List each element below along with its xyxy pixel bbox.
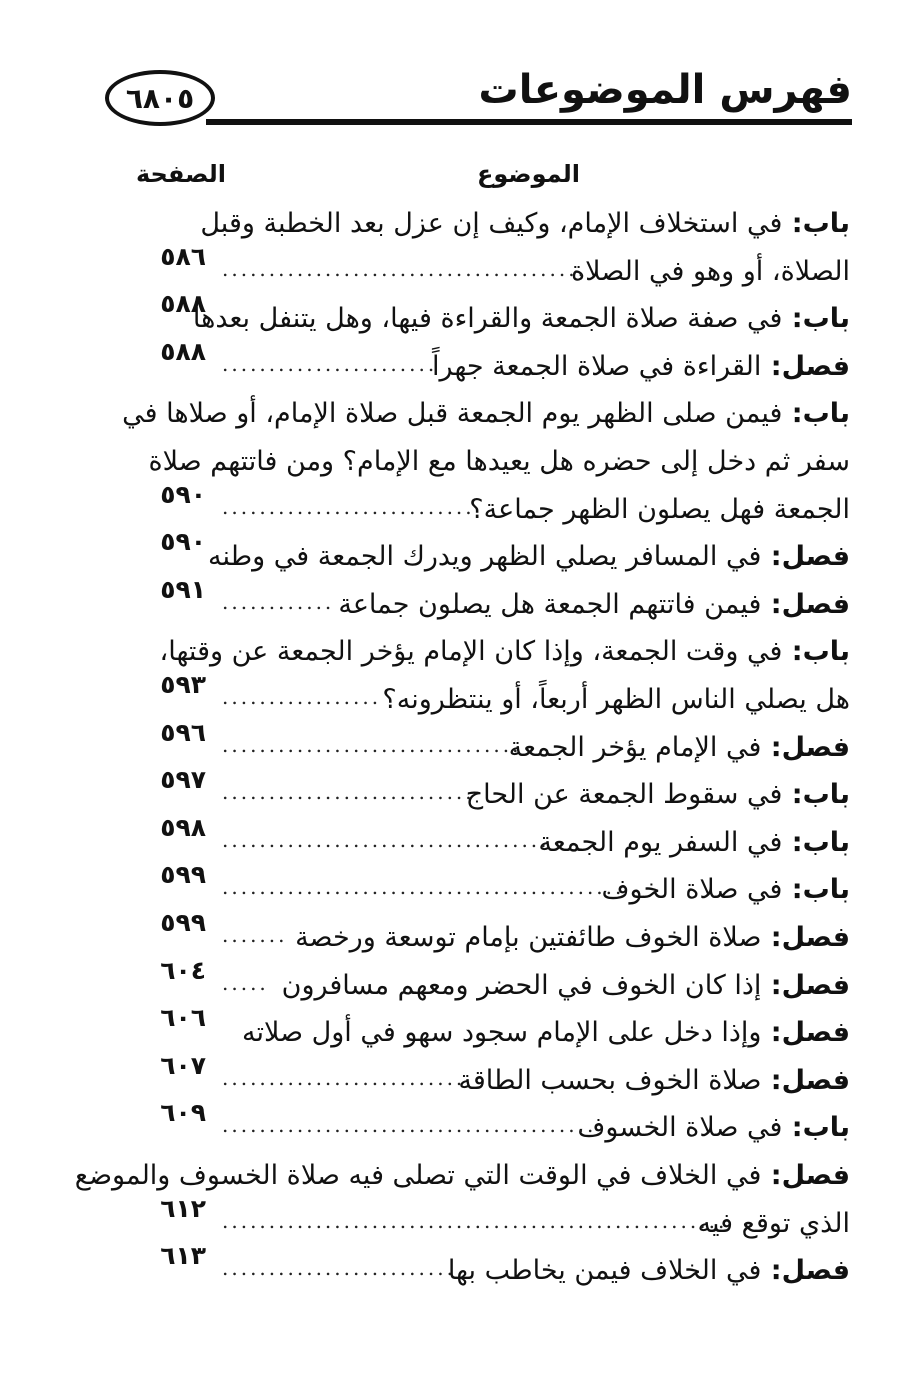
entry-text: وإذا دخل على الإمام سجود سهو في أول صلاته: [242, 1017, 762, 1049]
toc-entry-line: فصل: في الإمام يؤخر الجمعة ................................: [222, 731, 850, 763]
leader-dots: .................: [222, 685, 382, 709]
entry-text: في صلاة الخوف: [601, 874, 783, 906]
toc-entry-line: [222, 493, 850, 525]
entry-page-number: ٦٠٤: [160, 955, 206, 985]
entry-type-label: فصل: [781, 588, 850, 620]
leader-dots: ..........................: [222, 1065, 466, 1090]
entry-text: الذي توقع فيه: [697, 1207, 850, 1239]
entry-text: صلاة الخوف بحسب الطاقة: [458, 1064, 762, 1096]
toc-entry-line: باب: في صفة صلاة الجمعة والقراءة فيها، وهل يتنفل بعدها: [192, 303, 850, 335]
entry-text: الصلاة، أو وهو في الصلاة: [570, 255, 850, 287]
leader-dots: ......................................................: [222, 1208, 728, 1233]
entry-page-number: ٦٠٩: [160, 1098, 206, 1128]
toc-entry-line: فصل: صلاة الخوف بحسب الطاقة ..........................: [222, 1064, 850, 1096]
header-rule: [206, 119, 852, 125]
entry-type-label: باب: [802, 398, 850, 430]
toc-entry-line: [222, 1207, 850, 1239]
entry-type-label: فصل: [781, 541, 850, 573]
toc-entry-line: فصل: فيمن فاتتهم الجمعة هل يصلون جماعة ............: [222, 588, 850, 620]
entry-text: في المسافر يصلي الظهر ويدرك الجمعة في وطنه: [208, 541, 762, 573]
entry-text: في السفر يوم الجمعة: [538, 826, 783, 858]
toc-entry-line: باب: في استخلاف الإمام، وكيف إن عزل بعد الخطبة وقبل: [200, 208, 850, 239]
leader-dots: ............: [222, 589, 335, 614]
entry-type-label: فصل: [781, 969, 850, 1001]
entry-text: في الإمام يؤخر الجمعة: [508, 731, 762, 763]
entry-type-label: فصل: [781, 1160, 850, 1191]
page-title: فهرس الموضوعات: [478, 67, 852, 113]
entry-text: سفر ثم دخل إلى حضره هل يعيدها مع الإمام؟ ومن فاتتهم صلاة: [148, 446, 850, 477]
entry-text: فيمن فاتتهم الجمعة هل يصلون جماعة: [338, 588, 762, 620]
page-number-badge: ٦٨٠٥: [105, 70, 215, 126]
entry-text: فيمن صلى الظهر يوم الجمعة قبل صلاة الإمام، أو صلاها في: [122, 398, 783, 430]
toc-entry-line: باب: في سقوط الجمعة عن الحاج ...........................: [222, 779, 850, 811]
toc-entry-line: [222, 255, 850, 287]
leader-dots: .....: [222, 970, 269, 995]
toc-entry-line: باب: في وقت الجمعة، وإذا كان الإمام يؤخر الجمعة عن وقتها،: [159, 636, 850, 668]
toc-entry-line: فصل: إذا كان الخوف في الحضر ومعهم مسافرون .....: [222, 969, 850, 1001]
entry-page-number: ٦١٢: [160, 1193, 206, 1223]
leader-dots: ...........................................: [222, 875, 625, 900]
column-headers: [0, 160, 920, 200]
entry-page-number: ٥٨٨: [160, 336, 206, 366]
toc-entry-line: فصل: وإذا دخل على الإمام سجود سهو في أول صلاته: [242, 1017, 850, 1049]
toc-entry-line: [222, 686, 850, 713]
entry-page-number: ٥٨٦: [160, 241, 206, 271]
entry-text: إذا كان الخوف في الحضر ومعهم مسافرون: [281, 969, 762, 1001]
entry-type-label: باب: [802, 1112, 850, 1144]
entry-text: الجمعة فهل يصلون الظهر جماعة؟: [469, 493, 850, 525]
entry-text: القراءة في صلاة الجمعة جهراً: [432, 350, 762, 382]
page-column-header: الصفحة: [136, 160, 227, 188]
entry-page-number: ٦١٣: [160, 1241, 206, 1271]
entry-page-number: ٥٩١: [160, 574, 206, 604]
entry-type-label: باب: [802, 208, 850, 239]
leader-dots: .........................: [222, 1256, 456, 1281]
toc-entry-line: فصل: صلاة الخوف طائفتين بإمام توسعة ورخصة .......: [222, 922, 850, 953]
leader-dots: .......................: [222, 351, 438, 376]
entry-type-label: فصل: [781, 922, 850, 953]
entry-page-number: ٥٩٧: [160, 765, 206, 795]
toc-entry-line: فصل: في الخلاف في الوقت التي تصلى فيه صلاة الخسوف والموضع: [74, 1160, 850, 1191]
toc-entry-line: [148, 446, 850, 477]
entry-page-number: ٥٩٦: [160, 717, 206, 747]
entry-text: في استخلاف الإمام، وكيف إن عزل بعد الخطبة وقبل: [200, 208, 783, 239]
leader-dots: ...................................: [222, 827, 550, 852]
toc-entry-line: باب: في صلاة الخوف ...........................................: [222, 874, 850, 906]
leader-dots: ...........................: [222, 780, 475, 805]
entry-page-number: ٥٩٠: [160, 527, 206, 557]
entry-text: في صلاة الخسوف: [577, 1112, 783, 1144]
entry-text: في الخلاف فيمن يخاطب بها: [447, 1255, 762, 1287]
toc-entry-line: فصل: في المسافر يصلي الظهر ويدرك الجمعة في وطنه: [208, 541, 850, 573]
leader-dots: ........................................: [222, 1113, 597, 1138]
entry-page-number: ٦٠٦: [160, 1003, 206, 1033]
entry-text: صلاة الخوف طائفتين بإمام توسعة ورخصة: [295, 922, 762, 953]
entry-type-label: باب: [802, 779, 850, 811]
leader-dots: .......: [222, 923, 288, 947]
leader-dots: ...........................: [222, 494, 475, 519]
entry-type-label: باب: [802, 874, 850, 906]
entry-page-number: ٥٩٨: [160, 812, 206, 842]
entry-page-number: ٥٨٨: [160, 289, 206, 319]
subject-column-header: الموضوع: [476, 160, 580, 188]
entry-page-number: ٥٩٩: [160, 908, 206, 937]
entry-type-label: باب: [802, 636, 850, 668]
leader-dots: .......................................: [222, 256, 587, 281]
leader-dots: ................................: [222, 732, 522, 757]
entry-page-number: ٦٠٧: [160, 1050, 206, 1080]
entry-type-label: فصل: [781, 1064, 850, 1096]
toc-entry-line: فصل: في الخلاف فيمن يخاطب بها .........................: [222, 1255, 850, 1287]
entry-type-label: فصل: [781, 731, 850, 763]
toc-entry-line: باب: في صلاة الخسوف ........................................: [222, 1112, 850, 1144]
entry-type-label: فصل: [781, 350, 850, 382]
entry-page-number: ٥٩٠: [160, 479, 206, 509]
toc-entry-line: باب: في السفر يوم الجمعة ...................................: [222, 826, 850, 858]
entry-text: هل يصلي الناس الظهر أربعاً، أو ينتظرونه؟: [382, 684, 850, 715]
entry-page-number: ٥٩٩: [160, 860, 206, 890]
entry-type-label: باب: [802, 826, 850, 858]
toc-entry-line: فصل: القراءة في صلاة الجمعة جهراً .......................: [222, 350, 850, 382]
entry-page-number: ٥٩٣: [160, 670, 206, 699]
entry-text: في سقوط الجمعة عن الحاج: [465, 779, 783, 811]
entry-text: في صفة صلاة الجمعة والقراءة فيها، وهل يتنفل بعدها: [192, 303, 783, 335]
entry-type-label: فصل: [781, 1017, 850, 1049]
toc-entry-line: باب: فيمن صلى الظهر يوم الجمعة قبل صلاة الإمام، أو صلاها في: [122, 398, 850, 430]
entry-type-label: باب: [802, 303, 850, 335]
entry-type-label: فصل: [781, 1255, 850, 1287]
entry-text: في الخلاف في الوقت التي تصلى فيه صلاة الخسوف والموضع: [74, 1160, 762, 1191]
entry-text: في وقت الجمعة، وإذا كان الإمام يؤخر الجمعة عن وقتها،: [159, 636, 783, 668]
